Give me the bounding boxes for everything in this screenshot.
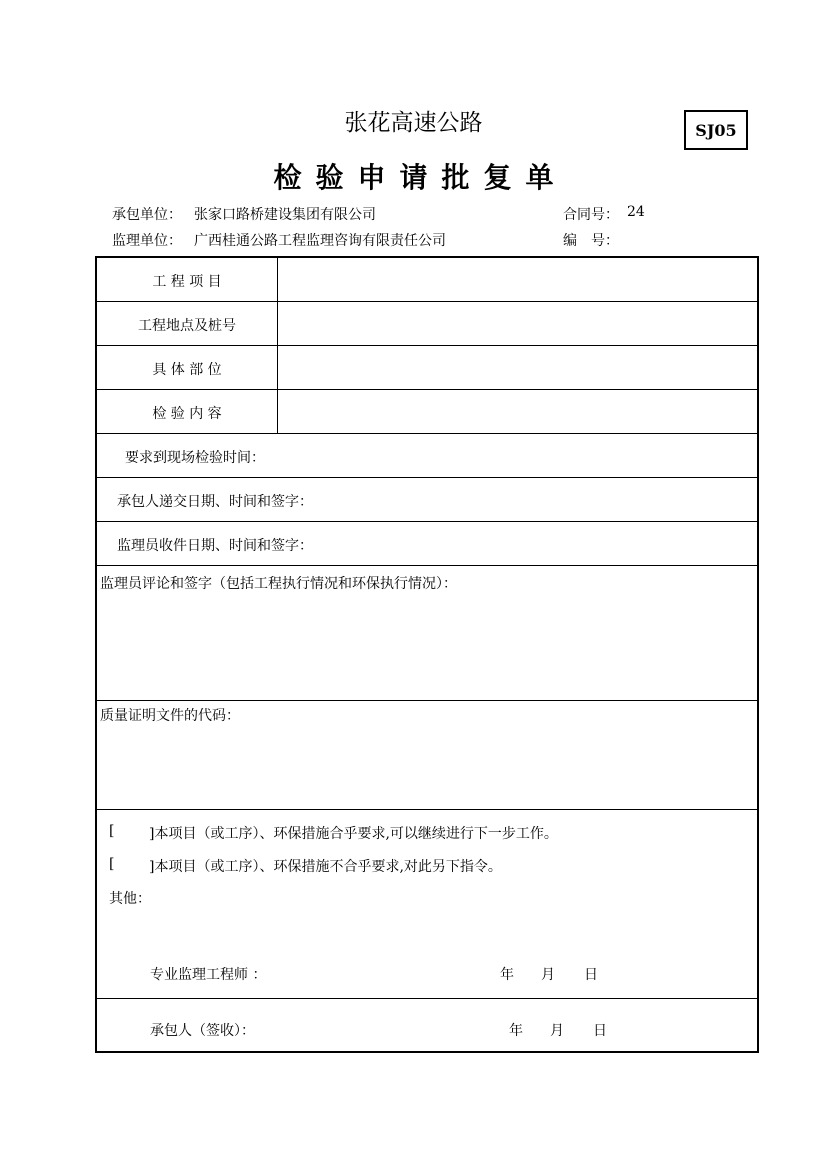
- supervisor-label: 监理单位：: [112, 233, 182, 249]
- option-2-checkbox[interactable]: [: [109, 856, 115, 872]
- contractor-date-year: 年: [509, 1023, 523, 1039]
- row-divider: [97, 521, 757, 522]
- row-divider: [97, 477, 757, 478]
- contractor-sign-label: 承包人（签收）：: [150, 1023, 255, 1039]
- row-divider: [97, 389, 757, 390]
- quality-docs-label: 质量证明文件的代码：: [100, 708, 240, 724]
- row-divider: [97, 565, 757, 566]
- option-2-text: ]本项目（或工序）、环保措施不合乎要求,对此另下指令。: [149, 859, 502, 875]
- contractor-label: 承包单位：: [112, 207, 182, 223]
- engineer-label: 专业监理工程师 ：: [150, 967, 267, 983]
- contractor-submit-label: 承包人递交日期、时间和签字：: [117, 494, 313, 510]
- supervisor-comment-label: 监理员评论和签字（包括工程执行情况和环保执行情况）：: [100, 576, 457, 592]
- supervisor-value: 广西桂通公路工程监理咨询有限责任公司: [194, 233, 446, 249]
- row-divider: [97, 301, 757, 302]
- content-label: 检 验 内 容: [152, 406, 222, 422]
- contract-no-value: 24: [627, 204, 645, 220]
- other-label: 其他：: [109, 891, 151, 907]
- document-title: 张花高速公路: [344, 110, 483, 136]
- engineer-date-month: 月: [541, 967, 555, 983]
- project-label: 工 程 项 目: [152, 274, 222, 290]
- form-title: 检验申请批复单: [273, 161, 568, 194]
- row-divider: [97, 433, 757, 434]
- row-divider: [97, 998, 757, 999]
- contractor-value: 张家口路桥建设集团有限公司: [194, 207, 376, 223]
- serial-no-label: 编 号：: [563, 233, 619, 249]
- option-1-checkbox[interactable]: [: [109, 823, 115, 839]
- engineer-date-day: 日: [584, 967, 598, 983]
- row-divider: [97, 809, 757, 810]
- option-1-text: ]本项目（或工序）、环保措施合乎要求,可以继续进行下一步工作。: [149, 826, 558, 842]
- form-code-box: SJ05: [684, 110, 748, 150]
- contract-no-label: 合同号：: [563, 207, 619, 223]
- part-label: 具 体 部 位: [152, 362, 222, 378]
- contractor-date-month: 月: [550, 1023, 564, 1039]
- column-divider: [277, 258, 278, 433]
- form-table: [95, 256, 759, 1053]
- contractor-date-day: 日: [593, 1023, 607, 1039]
- inspection-time-label: 要求到现场检验时间：: [125, 450, 265, 466]
- location-label: 工程地点及桩号: [138, 318, 236, 334]
- engineer-date-year: 年: [500, 967, 514, 983]
- row-divider: [97, 700, 757, 701]
- row-divider: [97, 345, 757, 346]
- supervisor-receive-label: 监理员收件日期、时间和签字：: [117, 538, 313, 554]
